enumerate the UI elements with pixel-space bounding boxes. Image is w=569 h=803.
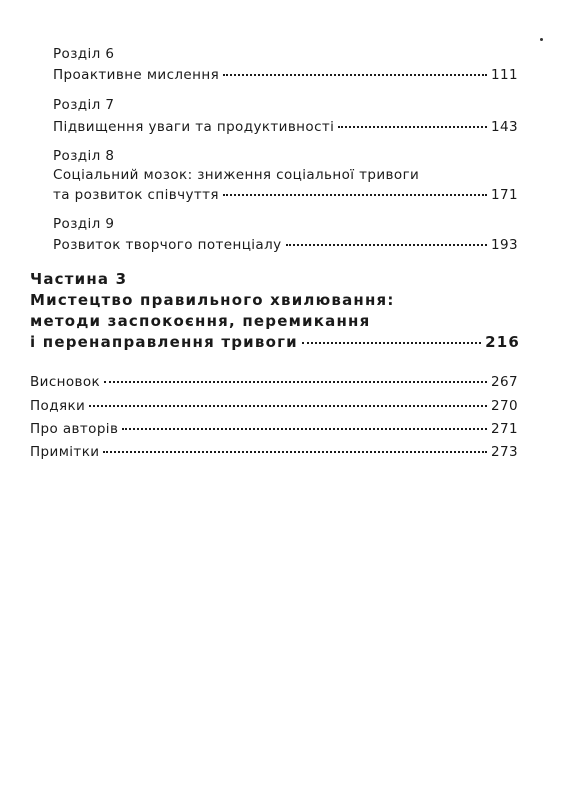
- chapter-9-title: Розвиток творчого потенціалу: [53, 237, 282, 253]
- part-3-page: 216: [485, 333, 520, 351]
- dot-leader: [89, 404, 487, 407]
- toc-entry-part-3[interactable]: [30, 269, 520, 353]
- dot-leader: [223, 193, 487, 196]
- chapter-7-title: Підвищення уваги та продуктивності: [53, 119, 335, 135]
- dot-leader: [103, 450, 487, 453]
- dot-leader: [338, 125, 487, 128]
- scan-speck: [540, 38, 543, 41]
- part-3-title-line-1: Мистецтво правильного хвилювання:: [30, 291, 395, 309]
- chapter-6-label: Розділ 6: [53, 46, 115, 62]
- chapter-8-title-line-1: Соціальний мозок: зниження соціальної тривоги: [53, 167, 420, 183]
- about-authors-page: 271: [491, 421, 518, 437]
- toc-entry-about-authors[interactable]: [30, 419, 518, 439]
- toc-entry-notes[interactable]: [30, 442, 518, 462]
- chapter-8-page: 171: [491, 187, 518, 203]
- dot-leader: [122, 427, 487, 430]
- dot-leader: [223, 73, 487, 76]
- chapter-6-page: 111: [491, 67, 518, 83]
- chapter-6-title: Проактивне мислення: [53, 67, 220, 83]
- chapter-9-label: Розділ 9: [53, 216, 115, 232]
- toc-entry-chapter-6[interactable]: [53, 65, 518, 85]
- part-3-title-line-2: методи заспокоєння, перемикання: [30, 312, 371, 330]
- dot-leader: [104, 380, 487, 383]
- acknowledgements-page: 270: [491, 398, 518, 414]
- conclusion-title: Висновок: [30, 374, 101, 390]
- part-3-label: Частина 3: [30, 270, 128, 288]
- notes-page: 273: [491, 444, 518, 460]
- notes-title: Примітки: [30, 444, 100, 460]
- toc-entry-chapter-8[interactable]: [53, 165, 518, 205]
- chapter-8-label: Розділ 8: [53, 148, 115, 164]
- dot-leader: [286, 243, 488, 246]
- chapter-8-title-line-2: та розвиток співчуття: [53, 187, 219, 203]
- acknowledgements-title: Подяки: [30, 398, 86, 414]
- toc-entry-chapter-9[interactable]: [53, 235, 518, 255]
- chapter-9-page: 193: [491, 237, 518, 253]
- toc-entry-conclusion[interactable]: [30, 372, 518, 392]
- part-3-title-line-3: і перенаправлення тривоги: [30, 333, 298, 351]
- toc-entry-chapter-7[interactable]: [53, 117, 518, 137]
- toc-entry-acknowledgements[interactable]: [30, 396, 518, 416]
- dot-leader: [302, 341, 481, 344]
- chapter-7-label: Розділ 7: [53, 97, 115, 113]
- chapter-7-page: 143: [491, 119, 518, 135]
- about-authors-title: Про авторів: [30, 421, 119, 437]
- conclusion-page: 267: [491, 374, 518, 390]
